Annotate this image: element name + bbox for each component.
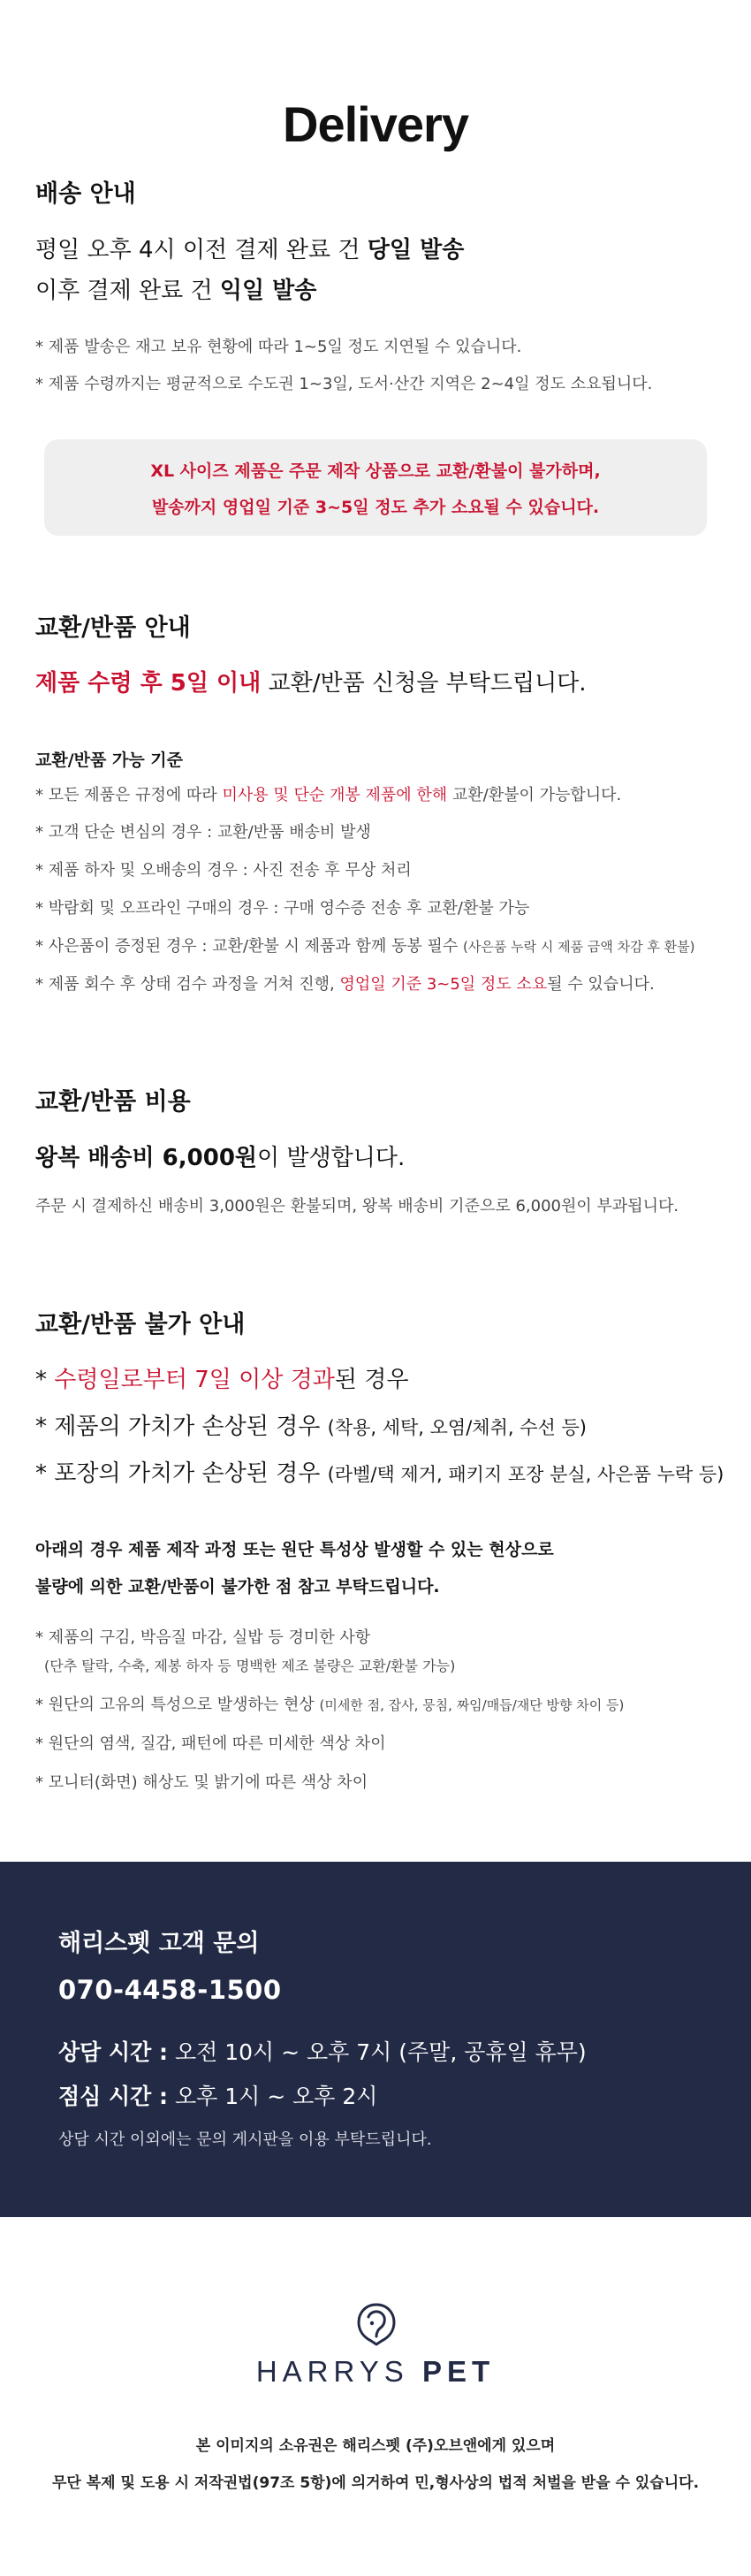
delivery-line2-text: 이후 결제 완료 건 <box>35 278 220 304</box>
contact-lunch: 점심 시간 : 오후 1시 ~ 오후 2시 <box>58 2084 378 2109</box>
delivery-line1-strong: 당일 발송 <box>367 237 465 263</box>
nonreturn-info-line-2: 불량에 의한 교환/반품이 불가한 점 참고 부탁드립니다. <box>35 1577 440 1597</box>
harrys-pet-logo-icon <box>355 2302 398 2346</box>
contact-title: 해리스펫 고객 문의 <box>58 1930 260 1957</box>
delivery-note-1: * 제품 발송은 재고 보유 현황에 따라 1~5일 정도 지연될 수 있습니다. <box>35 338 522 356</box>
nonreturn-note: * 제품의 구김, 박음질 마감, 실밥 등 경미한 사항 <box>35 1628 371 1647</box>
delivery-note-2: * 제품 수령까지는 평균적으로 수도권 1~3일, 도서·산간 지역은 2~4일 정도 소요됩니다. <box>35 375 653 393</box>
exchange-criteria-item: * 박람회 및 오프라인 구매의 경우 : 구매 영수증 전송 후 교환/환불 가능 <box>35 899 530 918</box>
exchange-criteria-item: * 고객 단순 변심의 경우 : 교환/반품 배송비 발생 <box>35 823 371 842</box>
contact-note: 상담 시간 이외에는 문의 게시판을 이용 부탁드립니다. <box>58 2130 432 2149</box>
copyright-line-2: 무단 복제 및 도용 시 저작권법(97조 5항)에 의거하여 민,형사상의 법적 처벌을 받을 수 있습니다. <box>51 2474 700 2492</box>
nonreturn-bullet: * 수령일로부터 7일 이상 경과된 경우 <box>35 1367 409 1393</box>
contact-panel <box>0 1862 751 2217</box>
exchange-lead-red: 제품 수령 후 5일 이내 <box>35 670 262 697</box>
exchange-criteria-item: * 제품 회수 후 상태 검수 과정을 거쳐 진행, 영업일 기준 3~5일 정도 소요될 수 있습니다. <box>35 975 655 994</box>
nonreturn-note: * 원단의 염색, 질감, 패턴에 따른 미세한 색상 차이 <box>35 1734 386 1753</box>
nonreturn-heading: 교환/반품 불가 안내 <box>35 1311 246 1338</box>
xl-notice-box <box>44 439 707 536</box>
exchange-heading: 교환/반품 안내 <box>35 614 191 642</box>
exchange-criteria-item: * 제품 하자 및 오배송의 경우 : 사진 전송 후 무상 처리 <box>35 861 412 880</box>
delivery-next-day-line <box>35 272 316 305</box>
xl-notice-line-1: XL 사이즈 제품은 주문 제작 상품으로 교환/환불이 불가하며, <box>150 461 601 481</box>
nonreturn-note: * 원단의 고유의 특성으로 발생하는 현상 (미세한 점, 잡사, 뭉침, 짜임/매듭/재단 방향 차이 등) <box>35 1696 625 1714</box>
exchange-criteria-title: 교환/반품 가능 기준 <box>35 751 184 770</box>
exchange-criteria-item: * 모든 제품은 규정에 따라 미사용 및 단순 개봉 제품에 한해 교환/환불이 가능합니다. <box>35 786 622 804</box>
nonreturn-note: * 모니터(화면) 해상도 및 밝기에 따른 색상 차이 <box>35 1773 368 1792</box>
delivery-heading: 배송 안내 <box>35 180 136 208</box>
brand-wordmark: HARRYS PET <box>255 2355 496 2388</box>
delivery-same-day-line <box>35 232 464 264</box>
cost-note: 주문 시 결제하신 배송비 3,000원은 환불되며, 왕복 배송비 기준으로 6,000원이 부과됩니다. <box>35 1197 679 1216</box>
nonreturn-note-sub: (단추 탈락, 수축, 제봉 하자 등 명백한 제조 불량은 교환/환불 가능) <box>44 1658 456 1674</box>
nonreturn-info-line-1: 아래의 경우 제품 제작 과정 또는 원단 특성상 발생할 수 있는 현상으로 <box>35 1540 554 1559</box>
copyright-line-1: 본 이미지의 소유권은 해리스펫 (주)오브앤에게 있으며 <box>195 2437 556 2455</box>
page-title: Delivery <box>283 96 468 152</box>
contact-hours: 상담 시간 : 오전 10시 ~ 오후 7시 (주말, 공휴일 휴무) <box>58 2039 587 2065</box>
cost-heading: 교환/반품 비용 <box>35 1088 191 1116</box>
exchange-lead-rest: 교환/반품 신청을 부탁드립니다. <box>261 670 587 697</box>
delivery-line1-text: 평일 오후 4시 이전 결제 완료 건 <box>35 237 368 263</box>
cost-lead: 왕복 배송비 6,000원이 발생합니다. <box>35 1145 406 1171</box>
nonreturn-bullet: * 포장의 가치가 손상된 경우 (라벨/택 제거, 패키지 포장 분실, 사은품 누락 등) <box>35 1460 724 1487</box>
exchange-lead <box>35 665 587 697</box>
nonreturn-bullet: * 제품의 가치가 손상된 경우 (착용, 세탁, 오염/체취, 수선 등) <box>35 1414 587 1440</box>
exchange-criteria-item: * 사은품이 증정된 경우 : 교환/환불 시 제품과 함께 동봉 필수 (사은품 누락 시 제품 금액 차감 후 환불) <box>35 937 695 956</box>
contact-phone[interactable]: 070-4458-1500 <box>58 1975 282 2005</box>
xl-notice-line-2: 발송까지 영업일 기준 3~5일 정도 추가 소요될 수 있습니다. <box>151 497 600 517</box>
delivery-line2-strong: 익일 발송 <box>219 278 317 304</box>
